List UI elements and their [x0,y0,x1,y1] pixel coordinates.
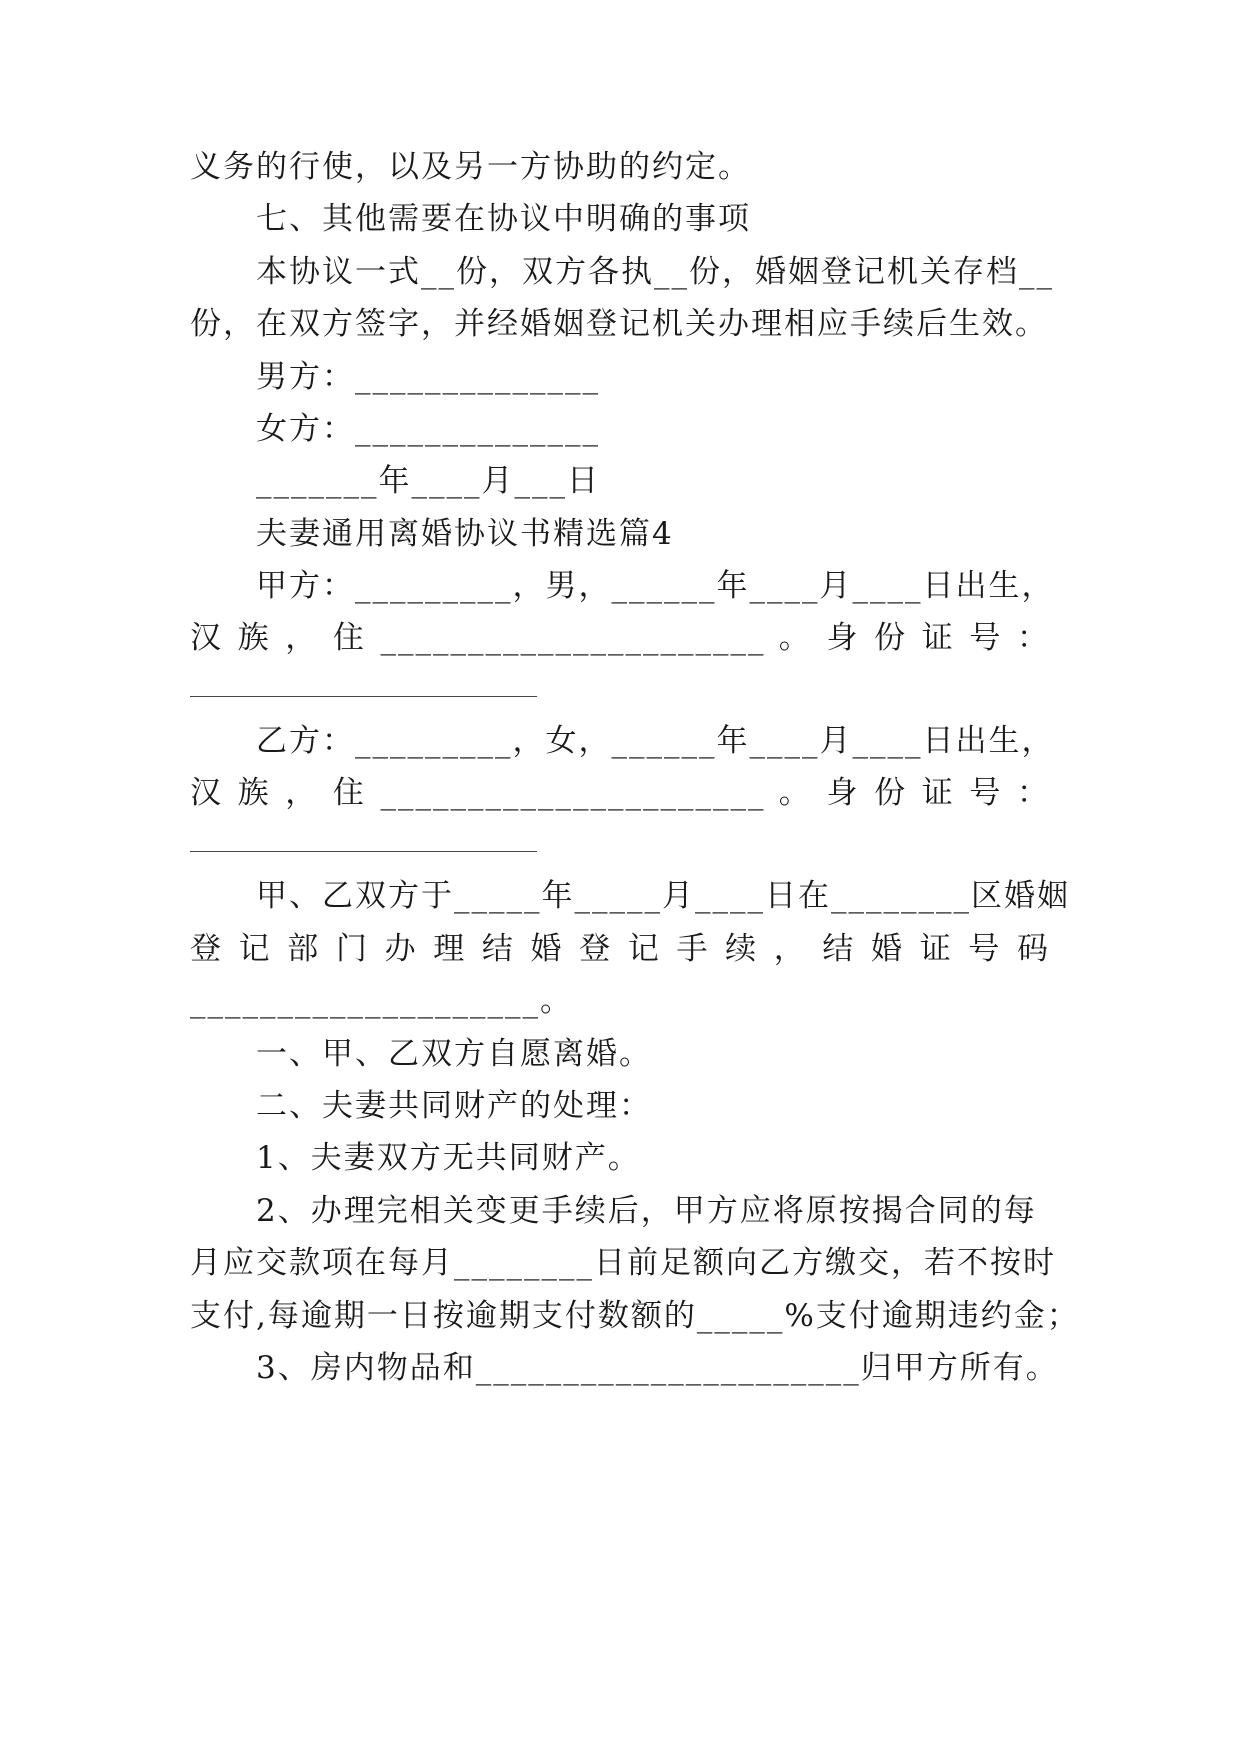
party-b-id-blank [190,851,537,852]
clause-line: 2、办理完相关变更手续后，甲方应将原按揭合同的每 [256,1193,1037,1229]
paragraph-line: 义务的行使，以及另一方协助的约定。 [190,149,751,185]
party-a-address-line: 汉 族 ， 住 ______________________ 。 身 份 证 号 ： [190,620,1050,656]
clause-line: 支付,每逾期一日按逾期支付数额的_____%支付逾期违约金； [190,1298,1080,1334]
clause-line: 1、夫妻双方无共同财产。 [256,1140,641,1176]
clause-line: 月应交款项在每月________日前足额向乙方缴交，若不按时 [190,1245,1056,1281]
section-heading: 七、其他需要在协议中明确的事项 [256,201,751,237]
paragraph-line: 甲、乙双方于_____年_____月____日在________区婚姻 [256,878,1070,914]
party-b-line: 乙方：_________，女，______年____月____日出生， [256,723,1055,759]
paragraph-line: 份，在双方签字，并经婚姻登记机关办理相应手续后生效。 [190,306,1048,342]
clause-line: 二、夫妻共同财产的处理： [256,1088,652,1124]
paragraph-line: ____________________。 [190,983,573,1019]
signature-female-line: 女方：______________ [256,411,600,447]
party-b-address-line: 汉 族 ， 住 ______________________ 。 身 份 证 号 ： [190,775,1050,811]
signature-male-line: 男方：______________ [256,359,600,395]
paragraph-line: 登 记 部 门 办 理 结 婚 登 记 手 续 ， 结 婚 证 号 码 [190,931,1050,967]
date-line: _______年____月___日 [256,463,600,499]
party-a-line: 甲方：_________，男，______年____月____日出生， [256,568,1055,604]
party-a-id-blank [190,696,537,697]
clause-line: 一、甲、乙双方自愿离婚。 [256,1036,652,1072]
section-title: 夫妻通用离婚协议书精选篇4 [256,516,674,552]
clause-line: 3、房内物品和______________________归甲方所有。 [256,1350,1059,1386]
paragraph-line: 本协议一式__份，双方各执__份，婚姻登记机关存档__ [256,254,1054,290]
